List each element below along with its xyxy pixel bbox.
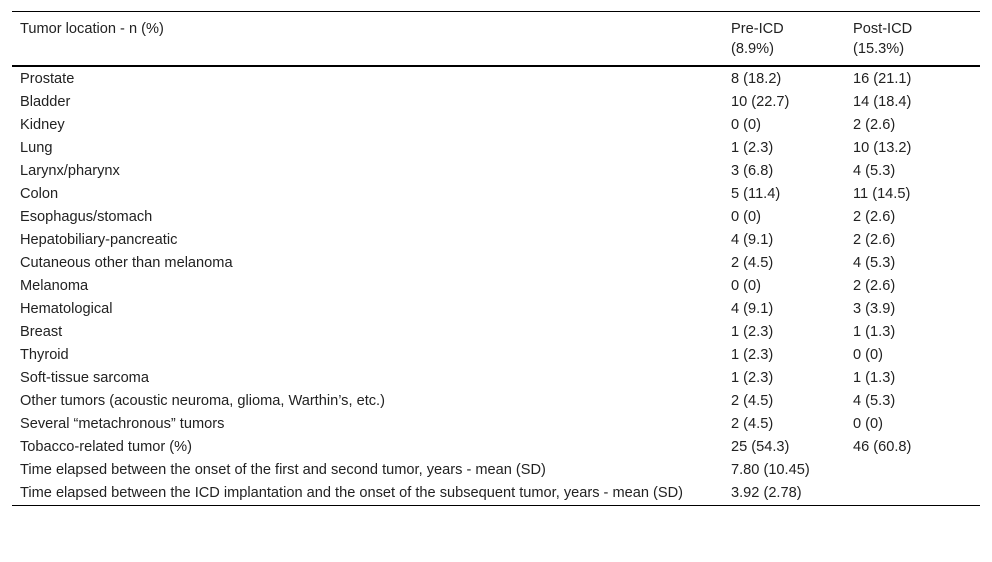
table-row [12, 275, 980, 298]
pre-icd-value: 4 (9.1) [731, 232, 774, 248]
table-row [12, 459, 980, 482]
table-row [12, 298, 980, 321]
table-row [12, 390, 980, 413]
post-icd-value: 1 (1.3) [853, 324, 896, 340]
row-label: Prostate [20, 71, 75, 87]
pre-icd-value: 5 (11.4) [731, 186, 781, 202]
post-icd-value: 16 (21.1) [853, 71, 912, 87]
table-row [12, 229, 980, 252]
row-label: Kidney [20, 117, 65, 133]
tumor-location-table [12, 11, 980, 506]
post-icd-value: 4 (5.3) [853, 255, 896, 271]
table-row [12, 183, 980, 206]
post-icd-value: 2 (2.6) [853, 209, 896, 225]
post-icd-value: 2 (2.6) [853, 232, 896, 248]
row-label: Soft-tissue sarcoma [20, 370, 149, 386]
table-row [12, 252, 980, 275]
post-icd-value: 46 (60.8) [853, 439, 912, 455]
table-row [12, 344, 980, 367]
header-post-icd-label: Post-ICD [853, 21, 913, 37]
pre-icd-value: 1 (2.3) [731, 370, 774, 386]
row-label: Colon [20, 186, 59, 202]
pre-icd-value: 7.80 (10.45) [731, 462, 810, 478]
pre-icd-value: 1 (2.3) [731, 347, 774, 363]
pre-icd-value: 1 (2.3) [731, 140, 774, 156]
row-label: Hematological [20, 301, 113, 317]
post-icd-value: 2 (2.6) [853, 117, 896, 133]
row-label: Breast [20, 324, 63, 340]
header-row [12, 12, 980, 67]
header-tumor-location-label: Tumor location - n (%) [20, 21, 164, 37]
header-pre-icd [723, 12, 845, 67]
table-row [12, 206, 980, 229]
pre-icd-value: 2 (4.5) [731, 393, 774, 409]
table-row [12, 91, 980, 114]
table-row [12, 321, 980, 344]
header-post-icd-percent: (15.3%) [853, 41, 905, 57]
row-label: Bladder [20, 94, 71, 110]
table-row [12, 114, 980, 137]
header-pre-icd-label: Pre-ICD [731, 21, 784, 37]
table-header [12, 12, 980, 67]
row-label: Time elapsed between the ICD implantation and the onset of the subsequent tumor, years - mean (SD) [20, 485, 684, 501]
table-row [12, 436, 980, 459]
post-icd-value: 3 (3.9) [853, 301, 896, 317]
pre-icd-value: 8 (18.2) [731, 71, 782, 87]
post-icd-value: 0 (0) [853, 347, 884, 363]
row-label: Hepatobiliary-pancreatic [20, 232, 178, 248]
header-pre-icd-percent: (8.9%) [731, 41, 774, 57]
table-body [12, 66, 980, 506]
row-label: Time elapsed between the onset of the first and second tumor, years - mean (SD) [20, 462, 546, 478]
row-label: Esophagus/stomach [20, 209, 153, 225]
post-icd-value: 11 (14.5) [853, 186, 911, 202]
pre-icd-value: 0 (0) [731, 209, 762, 225]
row-label: Thyroid [20, 347, 69, 363]
post-icd-value: 1 (1.3) [853, 370, 896, 386]
row-label: Lung [20, 140, 53, 156]
row-label: Cutaneous other than melanoma [20, 255, 233, 271]
pre-icd-value: 3 (6.8) [731, 163, 774, 179]
post-icd-value [845, 459, 980, 482]
pre-icd-value: 25 (54.3) [731, 439, 790, 455]
header-post-icd [845, 12, 980, 67]
row-label: Melanoma [20, 278, 89, 294]
table-row [12, 66, 980, 91]
post-icd-value: 0 (0) [853, 416, 884, 432]
table-row [12, 413, 980, 436]
table-row [12, 137, 980, 160]
table-row [12, 160, 980, 183]
pre-icd-value: 1 (2.3) [731, 324, 774, 340]
table-row [12, 367, 980, 390]
row-label: Several “metachronous” tumors [20, 416, 225, 432]
pre-icd-value: 4 (9.1) [731, 301, 774, 317]
row-label: Larynx/pharynx [20, 163, 120, 179]
pre-icd-value: 2 (4.5) [731, 416, 774, 432]
pre-icd-value: 0 (0) [731, 278, 762, 294]
row-label: Other tumors (acoustic neuroma, glioma, Warthin’s, etc.) [20, 393, 385, 409]
header-tumor-location [12, 12, 723, 67]
post-icd-value: 10 (13.2) [853, 140, 912, 156]
post-icd-value: 4 (5.3) [853, 163, 896, 179]
post-icd-value: 2 (2.6) [853, 278, 896, 294]
row-label: Tobacco-related tumor (%) [20, 439, 192, 455]
post-icd-value: 4 (5.3) [853, 393, 896, 409]
data-table-container [12, 11, 980, 506]
post-icd-value [845, 482, 980, 506]
pre-icd-value: 0 (0) [731, 117, 762, 133]
table-row [12, 482, 980, 506]
pre-icd-value: 3.92 (2.78) [731, 485, 802, 501]
pre-icd-value: 10 (22.7) [731, 94, 790, 110]
pre-icd-value: 2 (4.5) [731, 255, 774, 271]
post-icd-value: 14 (18.4) [853, 94, 912, 110]
